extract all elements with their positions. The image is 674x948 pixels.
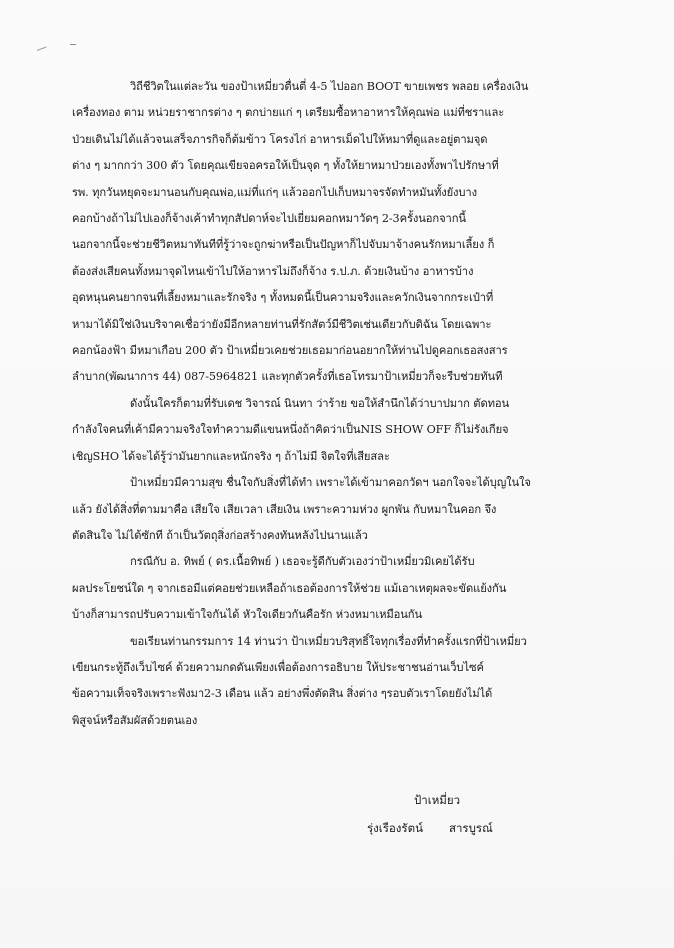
text-line: พิสูจน์หรือสัมผัสด้วยตนเอง xyxy=(72,713,198,727)
text-line: ตัดสินใจ ไม่ได้ซักที ถ้าเป็นวัตถุสิ่งก่อสร้างคงทันหลังไปนานแล้ว xyxy=(72,528,368,542)
text-line: ข้อความเท็จจริงเพราะฟังมา2-3 เดือน แล้ว อย่างพึ่งตัดสิน สิ่งต่าง ๆรอบตัวเราโดยยังไม่ได้ xyxy=(72,687,493,701)
paragraph-committee xyxy=(72,629,618,735)
text-line: คอกน้องฟ้า มีหมาเกือบ 200 ตัว ป้าเหมี่ยวเคยช่วยเธอมาก่อนอยากให้ท่านไปดูคอกเธอสงสาร xyxy=(72,344,508,358)
scan-artifact xyxy=(70,44,76,45)
text-line: เขียนกระทู้ถึงเว็บไซค์ ด้วยความกดดันเพียงเพื่อต้องการอธิบาย ให้ประชาชนอ่านเว็บไซค์ xyxy=(72,660,484,674)
text-line: เครื่องทอง ตาม หน่วยราชากรต่าง ๆ ตกบ่ายแก่ ๆ เตรียมซื้อหาอาหารให้คุณพ่อ แม่ที่ชราและ xyxy=(72,106,505,120)
text-line: ต้องส่งเสียคนทั้งหมาจุดไหนเข้าไปให้อาหารไม่ถึงก็จ้าง ร.ป.ภ. ด้วยเงินบ้าง อาหารบ้าง xyxy=(72,264,474,278)
text-line: หามาได้มิใช่เงินบริจาคเชื่อว่ายังมีอีกหลายท่านที่รักสัตว์มีชีวิตเช่นเดียวกับดิฉัน โดยเฉพาะ xyxy=(72,317,492,331)
text-line: ผลประโยชน์ใด ๆ จากเธอมีแต่คอยช่วยเหลือถ้าเธอต้องการให้ช่วย แม้เอาเหตุผลจะขัดแย้งกัน xyxy=(72,581,507,595)
text-line: คอกบ้างถ้าไม่ไปเองก็จ้างเค้าทำทุกสัปดาห์จะไปเยี่ยมคอกหมาวัดๆ 2-3ครั้งนอกจากนี้ xyxy=(72,212,466,226)
text-line: นอกจากนี้จะช่วยชีวิตหมาทันทีที่รู้ว่าจะถูกฆ่าหรือเป็นปัญหาก็ไปจับมาจ้างคนรักหมาเลี้ยง ก็ xyxy=(72,238,495,252)
scan-artifact xyxy=(37,47,49,59)
text-line: กำลังใจคนที่เค้ามีความจริงใจทำความดีแขนหนึ่งถ้าคิดว่าเป็นNIS SHOW OFF ก็ไม่รังเกียจ xyxy=(72,423,509,437)
text-line: ต่าง ๆ มากกว่า 300 ตัว โดยคุณเขียจอครอให้เป็นจุด ๆ ทั้งให้ยาหมาป่วยเองทั้งพาไปรักษาที่ xyxy=(72,159,499,173)
letter-body xyxy=(72,74,618,734)
paragraph-happiness xyxy=(72,470,618,549)
signature-fullname xyxy=(367,820,493,838)
text-line: อุดหนุนคนยากจนที่เลี้ยงหมาและรักจริง ๆ ทั้งหมดนี้เป็นความจริงและควักเงินจากกระเป๋าที่ xyxy=(72,291,494,305)
text-line: วิถีชีวิตในแต่ละวัน ของป้าเหมี่ยวตื่นตี่ 4-5 ไปออก BOOT ขายเพชร พลอย เครื่องเงิน xyxy=(130,80,529,93)
text-line: ป้าเหมี่ยวมีความสุข ชื่นใจกับสิ่งที่ได้ทำ เพราะได้เข้ามาคอกวัดฯ นอกใจจะได้บุญในใจ xyxy=(130,476,531,490)
text-line: ป่วยเดินไม่ได้แล้วจนเสร็จภารกิจก็ต้มข้าว โครงไก่ อาหารเม็ดไปให้หมาที่ดูและอยู่ตามจุด xyxy=(72,132,488,146)
paragraph-criticism xyxy=(72,391,618,470)
text-line: ขอเรียนท่านกรรมการ 14 ท่านว่า ป้าเหมี่ยวบริสุทธิ์ใจทุกเรื่องที่ทำครั้งแรกที่ป้าเหมี่ยว xyxy=(130,634,527,648)
text-line: ดังนั้นใครก็ตามที่รับเดช วิจารณ์ นินทา ว่าร้าย ขอให้สำนึกได้ว่าบาปมาก ตัดทอน xyxy=(130,396,510,410)
text-line: แล้ว ยังได้สิ่งที่ตามมาคือ เสียใจ เสียเวลา เสียเงิน เพราะความห่วง ผูกพัน กับหมาในคอก จึง xyxy=(72,502,497,516)
text-line: กรณีกับ อ. ทิพย์ ( ดร.เนื้อทิพย์ ) เธอจะรู้ดีกับตัวเองว่าป้าเหมี่ยวมิเคยได้รับ xyxy=(130,555,475,569)
paragraph-tip-case xyxy=(72,549,618,628)
signature-last-name: สารบูรณ์ xyxy=(448,821,493,835)
text-line: รพ. ทุกวันหยุดจะมานอนกับคุณพ่อ,แม่ที่แก่ๆ แล้วออกไปเก็บหมาจรจัดทำหมันทั้งยังบาง xyxy=(72,185,477,199)
signature-nickname: ป้าเหมี่ยว xyxy=(414,793,461,807)
text-line: บ้างก็สามารถปรับความเข้าใจกันได้ หัวใจเดียวกันคือรัก ห่วงหมาเหมือนกัน xyxy=(72,608,423,622)
paragraph-daily-life xyxy=(72,74,618,391)
text-line: ลำบาก(พัฒนาการ 44) 087-5964821 และทุกตัวครั้งที่เธอโทรมาป้าเหมี่ยวก็จะรีบช่วยทันที xyxy=(72,370,503,384)
signature-first-name: รุ่งเรืองรัตน์ xyxy=(367,821,423,835)
text-line: เชิญSHO ได้จะได้รู้ว่ามันยากและหนักจริง ๆ ถ้าไม่มี จิตใจที่เสียสละ xyxy=(72,449,390,463)
